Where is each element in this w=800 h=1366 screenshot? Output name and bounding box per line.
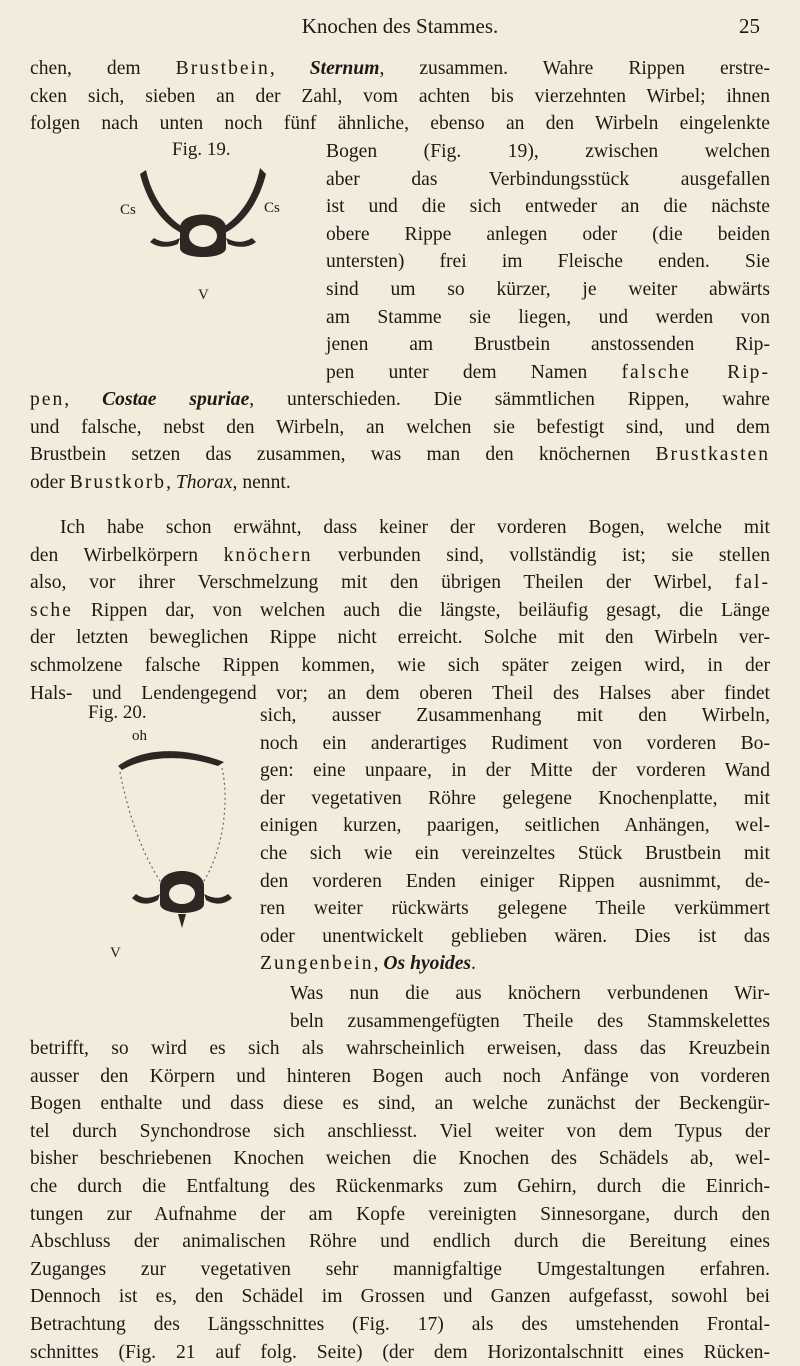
text-line: einigen kurzen, paarigen, seitlichen Anhängen, wel- <box>260 815 770 837</box>
figure-19-caption: Fig. 19. <box>172 139 231 160</box>
text-line: bisher beschriebenen Knochen weichen die Knochen des Schädels ab, wel- <box>30 1148 770 1170</box>
paragraph-1-wrap <box>326 138 770 386</box>
text-line: ren weiter rückwärts gelegene Theile verkümmert <box>260 898 770 920</box>
text-line: Was nun die aus knöchern verbundenen Wir- <box>290 983 770 1004</box>
figure-20-caption: Fig. 20. <box>88 702 147 723</box>
text-line: cken sich, sieben an der Zahl, vom achten bis vierzehnten Wirbel; ihnen <box>30 85 770 107</box>
paragraph-3-wrap <box>290 980 770 1035</box>
running-header <box>30 10 770 46</box>
text-line: Bogen enthalte und dass diese es sind, an welche zunächst der Beckengür- <box>30 1093 770 1115</box>
text-line: jenen am Brustbein anstossenden Rip- <box>326 334 770 356</box>
text-line: Abschluss der animalischen Röhre und endlich durch die Bereitung eines <box>30 1231 770 1253</box>
text-line: also, vor ihrer Verschmelzung mit den übrigen Theilen der Wirbel, fal- <box>30 572 770 594</box>
paragraph-2-wrap <box>260 702 770 978</box>
text-line: schmolzene falsche Rippen kommen, wie sich später zeigen wird, in der <box>30 654 770 676</box>
figure-19-label-right: Cs <box>264 200 280 216</box>
text-line: folgen nach unten noch fünf ähnliche, ebenso an den Wirbeln eingelenkte <box>30 113 770 135</box>
paragraph-3-body <box>30 1035 770 1366</box>
text-line: untersten) frei im Fleische enden. Sie <box>326 251 770 273</box>
text-line: den Wirbelkörpern knöchern verbunden sind, vollständig ist; sie stellen <box>30 544 770 566</box>
page-number: 25 <box>739 14 760 38</box>
text-line: schnittes (Fig. 21 auf folg. Seite) (der dem Horizontalschnitt eines Rücken- <box>30 1341 770 1363</box>
running-title: Knochen des Stammes. <box>301 14 499 38</box>
text-line: sich, ausser Zusammenhang mit den Wirbeln, <box>260 705 770 726</box>
text-line: obere Rippe anlegen oder (die beiden <box>326 223 770 245</box>
text-line: der letzten beweglichen Rippe nicht erreicht. Solche mit den Wirbeln ver- <box>30 627 770 649</box>
paragraph-1-bottom <box>30 386 770 496</box>
text-line: aber das Verbindungsstück ausgefallen <box>326 168 770 190</box>
text-line: der vegetativen Röhre gelegene Knochenplatte, mit <box>260 787 770 809</box>
text-line: pen, Costae spuriae, unterschieden. Die sämmtlichen Rippen, wahre <box>30 389 771 410</box>
text-line: ist und die sich entweder an die nächste <box>326 196 770 218</box>
figure-20-label-top: oh <box>132 728 147 744</box>
text-line: pen unter dem Namen falsche Rip- <box>326 361 770 383</box>
text-line: oder unentwickelt geblieben wären. Dies ist das <box>260 925 770 947</box>
figure-19-label-left: Cs <box>120 202 136 218</box>
paragraph-2-top <box>30 514 770 707</box>
text-line: Bogen (Fig. 19), zwischen welchen <box>326 141 770 162</box>
text-line: tel durch Synchondrose sich anschliesst. Viel weiter von dem Typus der <box>30 1120 770 1142</box>
figure-20-illustration <box>112 744 252 940</box>
text-line: oder Brustkorb, Thorax, nennt. <box>30 471 291 493</box>
figure-20-label-bottom: V <box>110 945 121 961</box>
text-line: che durch die Entfaltung des Rückenmarks zum Gehirn, durch die Einrich- <box>30 1175 770 1197</box>
figure-19-illustration <box>128 164 278 270</box>
text-line: Ich habe schon erwähnt, dass keiner der vorderen Bogen, welche mit <box>60 517 770 538</box>
text-line: Dennoch ist es, den Schädel im Grossen und Ganzen aufgefasst, sowohl bei <box>30 1286 770 1308</box>
text-line: Betrachtung des Längsschnittes (Fig. 17) als des umstehenden Frontal- <box>30 1313 770 1335</box>
text-line: am Stamme sie liegen, und werden von <box>326 306 770 328</box>
text-line: sind um so kürzer, je weiter abwärts <box>326 278 770 300</box>
text-line: Brustbein setzen das zusammen, was man den knöchernen Brustkasten <box>30 444 770 466</box>
text-line: gen: eine unpaare, in der Mitte der vorderen Wand <box>260 760 770 782</box>
text-line: beln zusammengefügten Theile des Stammskelettes <box>290 1010 770 1032</box>
text-line: und falsche, nebst den Wirbeln, an welchen sie befestigt sind, und dem <box>30 416 770 438</box>
text-line: Hals- und Lendengegend vor; an dem oberen Theil des Halses aber findet <box>30 682 770 704</box>
text-line: den vorderen Enden einiger Rippen ausnimmt, de- <box>260 870 770 892</box>
text-line: noch ein anderartiges Rudiment von vorderen Bo- <box>260 732 770 754</box>
text-line: Zungenbein, Os hyoides. <box>260 953 476 975</box>
text-line: sche Rippen dar, von welchen auch die längste, beiläufig gesagt, die Länge <box>30 599 770 621</box>
text-line: che sich wie ein vereinzeltes Stück Brustbein mit <box>260 842 770 864</box>
paragraph-1-top <box>30 55 770 138</box>
text-line: ausser den Körpern und hinteren Bogen auch noch Anfänge von vorderen <box>30 1065 770 1087</box>
text-line: Zuganges zur vegetativen sehr mannigfaltige Umgestaltungen erfahren. <box>30 1258 770 1280</box>
text-line: chen, dem Brustbein, Sternum, zusammen. Wahre Rippen erstre- <box>30 58 770 79</box>
text-line: betrifft, so wird es sich als wahrscheinlich erweisen, dass das Kreuzbein <box>30 1038 770 1059</box>
text-line: tungen zur Aufnahme der am Kopfe vereinigten Sinnesorgane, durch den <box>30 1203 770 1225</box>
figure-19-label-bottom: V <box>198 287 209 303</box>
